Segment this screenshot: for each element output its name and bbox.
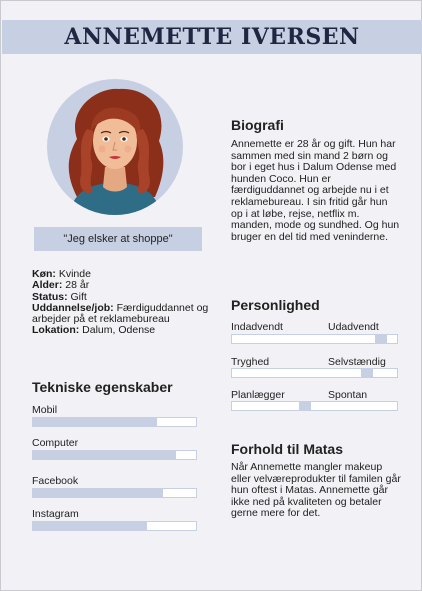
bio-text: Annemette er 28 år og gift. Hun har sammen med sin mand 2 børn og bor i eget hus i Dalum Odense med hunden Coco. Hun er færdiguddannet og arbejde nu i et reklamebureau. I sin fritid går hun op i at løbe, rejse, netflix m. manden, mode og sundhed. Og hun bruger en del tid med veninderne.: [231, 138, 400, 243]
personality-scale-introvert-extrovert: [231, 334, 398, 344]
skill-fill: [33, 522, 147, 530]
personality-scale-security-independent: [231, 368, 398, 378]
matas-text: Når Annemette mangler makeup eller velværeprodukter til familen går hun oftest i Matas. Annemette går ikke ned på kvaliteten og betaler gerne mere for det.: [231, 461, 401, 520]
personality-scale-planner-spontaneous: [231, 401, 398, 411]
fact-status: Status: Gift: [32, 290, 87, 303]
fact-age: Alder: 28 år: [32, 279, 90, 292]
matas-title: Forhold til Matas: [231, 441, 343, 457]
facts-list: [32, 269, 217, 337]
bio-title: Biografi: [231, 117, 284, 133]
scale-left-label: Planlægger: [231, 389, 285, 401]
fact-location: Lokation: Dalum, Odense: [32, 324, 156, 337]
fact-gender: Køn: Kvinde: [32, 268, 91, 280]
skill-label-facebook: Facebook: [32, 475, 79, 487]
favorite-quote: "Jeg elsker at shoppe": [34, 227, 202, 251]
scale-marker: [361, 369, 373, 377]
skill-label-computer: Computer: [32, 437, 79, 449]
skill-bar-computer: [32, 450, 197, 460]
scale-marker: [299, 402, 311, 410]
personality-title: Personlighed: [231, 297, 320, 313]
scale-marker: [375, 335, 387, 343]
skills-title: Tekniske egenskaber: [32, 379, 173, 395]
skill-bar-mobile: [32, 417, 197, 427]
scale-right-label: Selvstændig: [328, 356, 386, 368]
skill-bar-facebook: [32, 488, 197, 498]
skill-label-mobile: Mobil: [32, 404, 58, 416]
avatar: [47, 79, 183, 215]
scale-right-label: Spontan: [328, 389, 368, 401]
scale-left-label: Tryghed: [231, 356, 270, 368]
skill-label-instagram: Instagram: [32, 508, 79, 520]
skill-fill: [33, 451, 176, 459]
skill-fill: [33, 489, 163, 497]
skill-bar-instagram: [32, 521, 197, 531]
persona-name: ANNEMETTE IVERSEN: [64, 24, 360, 50]
skill-fill: [33, 418, 157, 426]
fact-education-job: Uddannelse/job: Færdiguddannet og arbejder på et reklamebureau: [32, 301, 209, 326]
scale-right-label: Udadvendt: [328, 321, 379, 333]
scale-left-label: Indadvendt: [231, 321, 283, 333]
name-banner: [2, 20, 422, 54]
